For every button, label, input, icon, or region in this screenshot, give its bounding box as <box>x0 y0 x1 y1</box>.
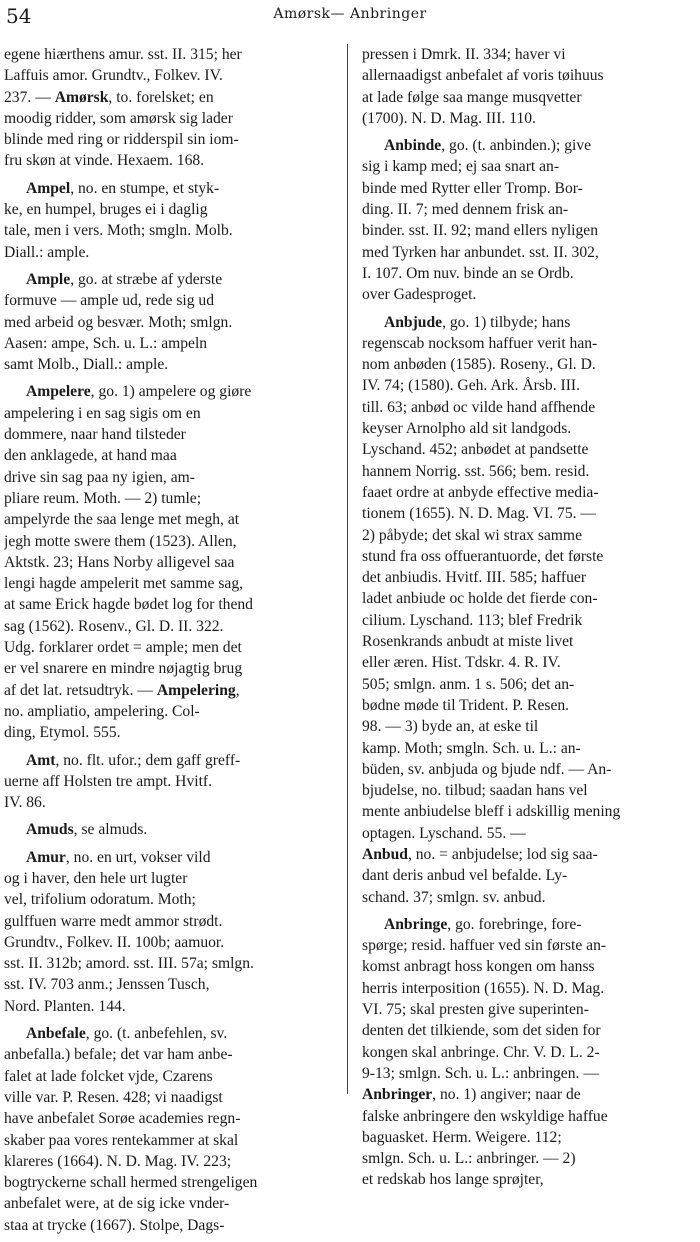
entry-line: Nord. Planten. 144. <box>4 997 126 1015</box>
entry-line: kongen skal anbringe. Chr. V. D. L. 2- <box>362 1043 600 1061</box>
entry-line: baguasket. Herm. Weigere. 112; <box>362 1128 562 1146</box>
entry-line: ampelyrde the saa lenge met megh, at <box>4 511 240 529</box>
column-divider <box>347 44 348 1094</box>
entry-line: dommere, naar hand tilsteder <box>4 426 186 444</box>
entry-line: uerne aff Holsten tre ampt. Hvitf. <box>4 772 212 790</box>
entry-line: Grundtv., Folkev. II. 100b; aamuor. <box>4 933 225 951</box>
entry-line: vel, trifolium odoratum. Moth; <box>4 891 196 909</box>
entry-line: ke, en humpel, bruges ei i daglig <box>4 201 208 219</box>
entry-line: allernaadigst anbefalet af voris tøihuus <box>362 67 604 85</box>
entry-line: gulffuen warre medt ammor strødt. <box>4 912 223 930</box>
entry-line: drive sin sag paa ny igien, am- <box>4 468 195 486</box>
entry-line: smlgn. Sch. u. L.: anbringer. — 2) <box>362 1150 576 1168</box>
entry-line: eller æren. Hist. Tdskr. 4. R. IV. <box>362 654 561 672</box>
entry-line: at lade følge saa mange musqvetter <box>362 88 582 106</box>
entry-line: IV. 86. <box>4 794 46 812</box>
entry-line: denten det tilkiende, som det siden for <box>362 1022 601 1040</box>
entry-line: moodig ridder, som amørsk sig lader <box>4 109 233 127</box>
entry-line: faaet ordre at anbyde effective media- <box>362 483 599 501</box>
entry-line: ampelering i en sag sigis om en <box>4 404 201 422</box>
entry-line: spørge; resid. haffuer ved sin første an- <box>362 937 607 955</box>
entry-line: tale, men i vers. Moth; smgln. Molb. <box>4 222 233 240</box>
entry-line: med arbeid og besvær. Moth; smlgn. <box>4 313 233 331</box>
entry-line: sst. IV. 703 anm.; Jenssen Tusch, <box>4 976 210 994</box>
entry-line: Rosenkrands anbudt at miste livet <box>362 633 574 651</box>
entry-line: Anbefale, go. (t. anbefehlen, sv. <box>26 1025 228 1043</box>
entry-line: no. ampliatio, ampelering. Col- <box>4 702 200 720</box>
entry-line: bogtryckerne schall hermed strengeligen <box>4 1174 258 1192</box>
dictionary-entry <box>4 381 334 743</box>
entry-line: Anbud, no. = anbjudelse; lod sig saa- <box>362 845 598 863</box>
entry-line: fru skøn at vinde. Hexaem. 168. <box>4 152 205 170</box>
entry-line: pliare reum. Moth. — 2) tumle; <box>4 489 202 507</box>
page-header <box>0 0 700 34</box>
entry-line: binde med Rytter eller Tromp. Bor- <box>362 179 583 197</box>
entry-line: er vel snarere en mindre nøjagtig brug <box>4 660 243 678</box>
dictionary-entry <box>362 312 696 908</box>
entry-line: Amuds, se almuds. <box>26 821 148 839</box>
entry-line: VI. 75; skal presten give superinten- <box>362 1001 589 1019</box>
entry-line: hannem Norrig. sst. 566; bem. resid. <box>362 462 590 480</box>
entry-line: jegh motte swere them (1523). Allen, <box>4 532 237 550</box>
entry-line: mente anbiudelse bleff i adskillig mening <box>362 803 621 821</box>
entry-line: et redskab hos lange sprøjter, <box>362 1171 544 1189</box>
entry-line: optagen. Lyschand. 55. — <box>362 824 526 842</box>
entry-line: Diall.: ample. <box>4 243 90 261</box>
dictionary-entry <box>362 914 696 1191</box>
entry-line: 9-13; smlgn. Sch. u. L.: anbringen. — <box>362 1064 599 1082</box>
entry-line: Amt, no. flt. ufor.; dem gaff greff- <box>26 751 241 769</box>
dictionary-entry <box>362 44 696 129</box>
dictionary-entry <box>4 269 334 375</box>
entry-line: bjudelse, no. tilbud; saadan hans vel <box>362 782 588 800</box>
entry-line: ladet anbiude oc holde det fierde con- <box>362 590 598 608</box>
entry-line: blinde med ring or ridderspil sin iom- <box>4 131 239 149</box>
entry-line: Aasen: ampe, Sch. u. L.: ampeln <box>4 334 208 352</box>
entry-line: herris interposition (1655). N. D. Mag. <box>362 979 605 997</box>
entry-line: Aktstk. 23; Hans Norby alligevel saa <box>4 553 235 571</box>
entry-line: det anbiudis. Hvitf. III. 585; haffuer <box>362 569 587 587</box>
entry-line: over Gadesproget. <box>362 286 477 304</box>
dictionary-entry <box>4 178 334 263</box>
dictionary-entry <box>4 819 334 840</box>
entry-line: Anbringe, go. forebringe, fore- <box>384 915 582 933</box>
running-head: Amørsk— Anbringer <box>273 6 427 22</box>
entry-line: Laffuis amor. Grundtv., Folkev. IV. <box>4 67 223 85</box>
entry-line: bødne møde til Trident. P. Resen. <box>362 696 570 714</box>
entry-line: nom anbøden (1585). Roseny., Gl. D. <box>362 356 596 374</box>
entry-line: kamp. Moth; smgln. Sch. u. L.: an- <box>362 739 581 757</box>
dictionary-entry <box>362 135 696 305</box>
entry-line: Ampelere, go. 1) ampelere og giøre <box>26 383 252 401</box>
entry-line: ding. II. 7; med dennem frisk an- <box>362 201 569 219</box>
entry-line: 505; smlgn. anm. 1 s. 506; det an- <box>362 675 575 693</box>
dictionary-entry <box>4 44 334 172</box>
entry-line: Amur, no. en urt, vokser vild <box>26 848 211 866</box>
entry-line: Anbjude, go. 1) tilbyde; hans <box>384 313 571 331</box>
entry-line: med Tyrken har anbundet. sst. II. 302, <box>362 243 599 261</box>
entry-line: dant deris anbud vel befalde. Ly- <box>362 867 568 885</box>
entry-line: keyser Arnolpho ald sit landgods. <box>362 420 572 438</box>
entry-line: have anbefalet Sorøe academies regn- <box>4 1110 241 1128</box>
left-column <box>4 44 334 1242</box>
entry-line: 237. — Amørsk, to. forelsket; en <box>4 88 214 106</box>
entry-line: Ampel, no. en stumpe, et styk- <box>26 179 220 197</box>
entry-line: at same Erick hagde bødet log for thend <box>4 596 253 614</box>
entry-line: IV. 74; (1580). Geh. Ark. Årsb. III. <box>362 377 580 395</box>
entry-line: stund fra oss offuerantuorde, det første <box>362 547 604 565</box>
entry-line: schand. 37; smlgn. sv. anbud. <box>362 888 546 906</box>
entry-line: cilium. Lyschand. 113; blef Fredrik <box>362 611 583 629</box>
entry-line: Udg. forklarer ordet = ample; men det <box>4 639 242 657</box>
entry-line: till. 63; anbød oc vilde hand affhende <box>362 398 596 416</box>
entry-line: 2) påbyde; det skal wi strax samme <box>362 526 582 544</box>
entry-line: og i haver, den hele urt lugter <box>4 869 188 887</box>
entry-line: formuve — ample ud, rede sig ud <box>4 292 215 310</box>
entry-line: binder. sst. II. 92; mand ellers nyligen <box>362 222 599 240</box>
entry-line: I. 107. Om nuv. binde an se Ordb. <box>362 264 574 282</box>
entry-line: anbefalet were, at de sig icke vnder- <box>4 1195 230 1213</box>
entry-line: sst. II. 312b; amord. sst. III. 57a; smlgn. <box>4 955 254 973</box>
entry-line: regenscab nocksom haffuer verit han- <box>362 334 598 352</box>
entry-line: (1700). N. D. Mag. III. 110. <box>362 109 536 127</box>
entry-line: Anbinde, go. (t. anbinden.); give <box>384 137 592 155</box>
dictionary-entry <box>4 1023 334 1236</box>
dictionary-entry <box>4 847 334 1017</box>
entry-line: falet at lade folcket vjde, Czarens <box>4 1067 213 1085</box>
entry-line: skaber paa vores rentekammer at skal <box>4 1131 239 1149</box>
entry-line: büden, sv. anbjuda og bjude ndf. — An- <box>362 760 612 778</box>
entry-line: 98. — 3) byde an, at eske til <box>362 718 539 736</box>
entry-line: lengi hagde ampelerit met samme sag, <box>4 575 244 593</box>
right-column <box>362 44 696 1197</box>
page-number: 54 <box>6 4 32 28</box>
entry-line: samt Molb., Diall.: ample. <box>4 356 169 374</box>
entry-line: af det lat. retsudtryk. — Ampelering, <box>4 681 240 699</box>
entry-line: Lyschand. 452; anbødet at pandsette <box>362 441 589 459</box>
entry-line: komst anbragt hoss kongen om hanss <box>362 958 595 976</box>
entry-line: sig i kamp med; ej saa snart an- <box>362 158 560 176</box>
entry-line: tionem (1655). N. D. Mag. VI. 75. — <box>362 505 597 523</box>
entry-line: pressen i Dmrk. II. 334; haver vi <box>362 46 566 63</box>
dictionary-entry <box>4 750 334 814</box>
entry-line: ding, Etymol. 555. <box>4 724 121 742</box>
entry-line: ville var. P. Resen. 428; vi naadigst <box>4 1088 223 1106</box>
entry-line: klareres (1664). N. D. Mag. IV. 223; <box>4 1152 232 1170</box>
entry-line: falske anbringere den wskyldige haffue <box>362 1107 608 1125</box>
entry-line: egene hiærthens amur. sst. II. 315; her <box>4 46 242 63</box>
entry-line: den anklagede, at hand maa <box>4 447 177 465</box>
entry-line: staa at trycke (1667). Stolpe, Dags- <box>4 1216 225 1234</box>
entry-line: Anbringer, no. 1) angiver; naar de <box>362 1086 581 1104</box>
entry-line: sag (1562). Rosenv., Gl. D. II. 322. <box>4 617 224 635</box>
entry-line: Ample, go. at stræbe af yderste <box>26 270 223 288</box>
entry-line: anbefalla.) befale; det var ham anbe- <box>4 1046 233 1064</box>
